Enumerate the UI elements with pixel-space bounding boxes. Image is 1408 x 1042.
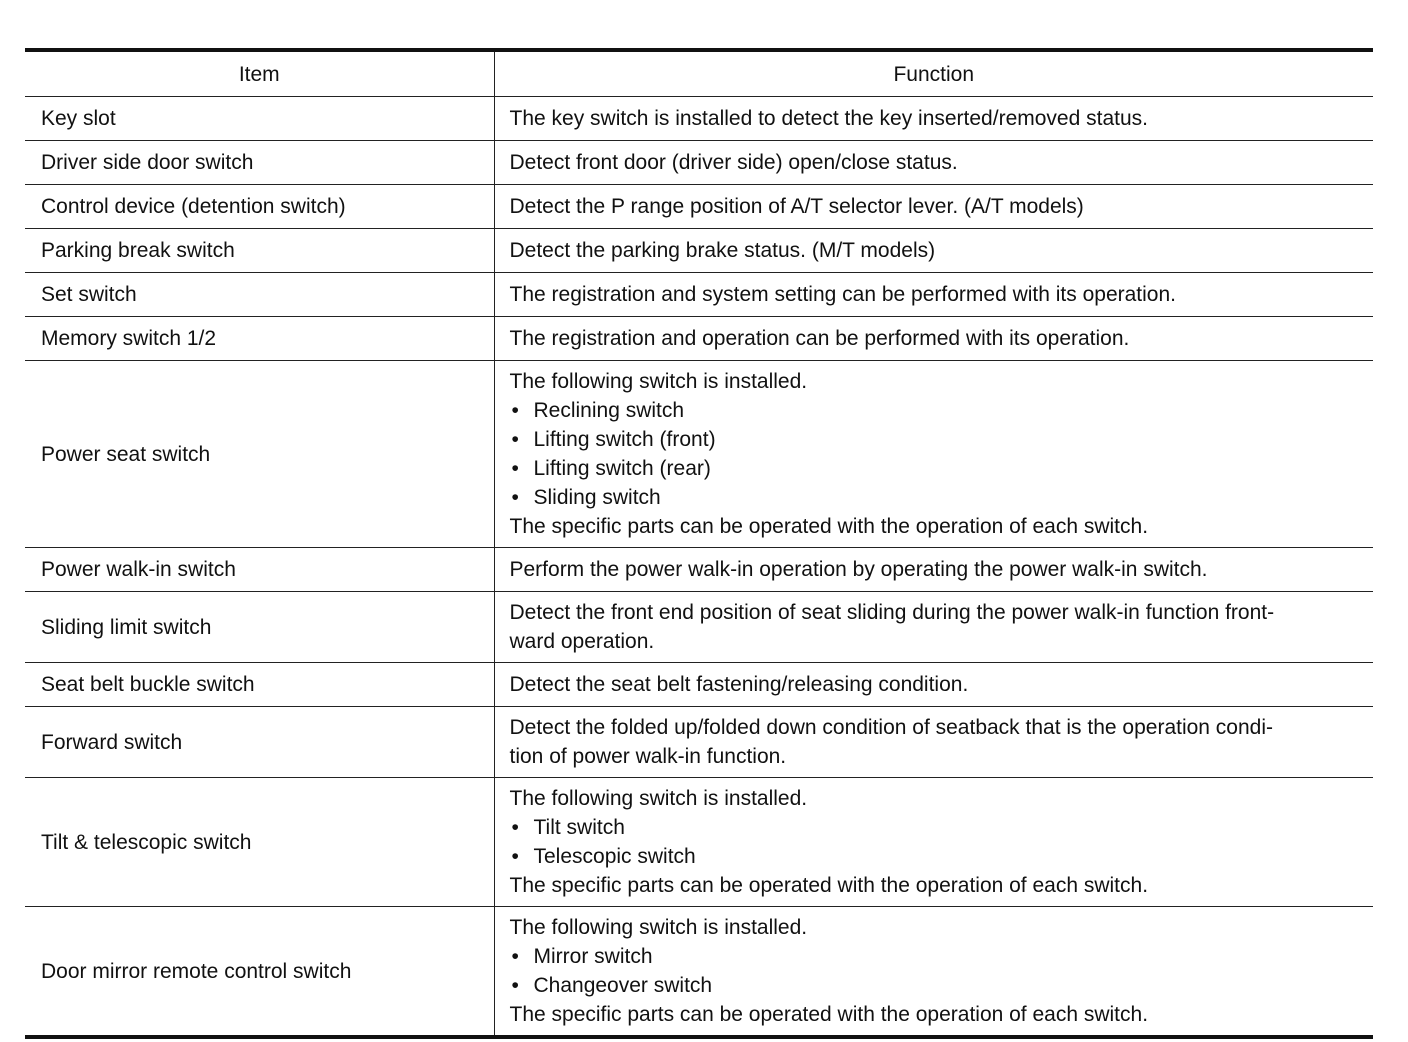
bullet-text: Tilt switch [533, 816, 625, 839]
bullet-icon: • [511, 974, 519, 997]
function-text-line: Detect the seat belt fastening/releasing condition. [509, 673, 969, 696]
bullet-item [510, 813, 1366, 842]
item-cell: Driver side door switch [25, 141, 494, 185]
function-text-line: Detect the front end position of seat sliding during the power walk-in function front- [509, 601, 1275, 624]
function-cell [494, 97, 1373, 141]
function-cell [494, 778, 1373, 907]
table-row [25, 141, 1373, 185]
bullet-text: Lifting switch (front) [533, 428, 716, 451]
function-text-line: The following switch is installed. [509, 787, 808, 810]
item-cell: Door mirror remote control switch [25, 907, 494, 1038]
bullet-icon: • [511, 428, 519, 451]
function-cell [494, 185, 1373, 229]
bullet-icon: • [511, 399, 519, 422]
table-body [25, 97, 1373, 1038]
bullet-text: Reclining switch [533, 399, 685, 422]
item-cell: Key slot [25, 97, 494, 141]
bullet-text: Lifting switch (rear) [533, 457, 711, 480]
function-text-line: Detect the folded up/folded down condition of seatback that is the operation condi- [509, 716, 1274, 739]
bullet-icon: • [511, 945, 519, 968]
table-row [25, 317, 1373, 361]
bullet-item [510, 483, 1366, 512]
function-text-line: ward operation. [509, 630, 655, 653]
function-cell [494, 663, 1373, 707]
item-cell: Tilt & telescopic switch [25, 778, 494, 907]
bullet-item [510, 425, 1366, 454]
function-text-line: Detect front door (driver side) open/close status. [509, 151, 958, 174]
table-row [25, 663, 1373, 707]
function-text-line: The specific parts can be operated with the operation of each switch. [509, 874, 1149, 897]
bullet-text: Changeover switch [533, 974, 713, 997]
function-cell [494, 548, 1373, 592]
table-row [25, 778, 1373, 907]
function-text-line: tion of power walk-in function. [509, 745, 787, 768]
item-cell: Seat belt buckle switch [25, 663, 494, 707]
function-cell [494, 907, 1373, 1038]
bullet-text: Sliding switch [533, 486, 661, 509]
column-header-item: Item [25, 50, 494, 97]
bullet-item [510, 971, 1366, 1000]
table-row [25, 229, 1373, 273]
bullet-icon: • [511, 845, 519, 868]
function-text-line: The specific parts can be operated with the operation of each switch. [509, 515, 1149, 538]
item-cell: Power seat switch [25, 361, 494, 548]
table-header-row [25, 50, 1373, 97]
table-row [25, 548, 1373, 592]
bullet-text: Mirror switch [533, 945, 653, 968]
item-cell: Sliding limit switch [25, 592, 494, 663]
item-cell: Parking break switch [25, 229, 494, 273]
bullet-icon: • [511, 816, 519, 839]
table-row [25, 592, 1373, 663]
table-row [25, 707, 1373, 778]
item-cell: Control device (detention switch) [25, 185, 494, 229]
bullet-icon: • [511, 486, 519, 509]
bullet-item [510, 942, 1366, 971]
bullet-item [510, 842, 1366, 871]
function-text-line: The following switch is installed. [509, 916, 808, 939]
table-row [25, 361, 1373, 548]
function-text-line: Detect the parking brake status. (M/T models) [509, 239, 936, 262]
function-cell [494, 141, 1373, 185]
function-text-line: Perform the power walk-in operation by operating the power walk-in switch. [509, 558, 1208, 581]
switch-function-table [25, 48, 1373, 1039]
item-cell: Memory switch 1/2 [25, 317, 494, 361]
function-cell [494, 592, 1373, 663]
bullet-item [510, 396, 1366, 425]
table-row [25, 97, 1373, 141]
function-cell [494, 707, 1373, 778]
function-text-line: Detect the P range position of A/T selector lever. (A/T models) [509, 195, 1084, 218]
item-cell: Power walk-in switch [25, 548, 494, 592]
function-cell [494, 361, 1373, 548]
table-row [25, 907, 1373, 1038]
table-row [25, 185, 1373, 229]
bullet-item [510, 454, 1366, 483]
function-text-line: The registration and operation can be performed with its operation. [509, 327, 1130, 350]
bullet-text: Telescopic switch [533, 845, 696, 868]
function-cell [494, 273, 1373, 317]
function-text-line: The following switch is installed. [509, 370, 808, 393]
item-cell: Forward switch [25, 707, 494, 778]
function-cell [494, 317, 1373, 361]
function-text-line: The specific parts can be operated with the operation of each switch. [509, 1003, 1149, 1026]
function-text-line: The registration and system setting can be performed with its operation. [509, 283, 1177, 306]
bullet-icon: • [511, 457, 519, 480]
column-header-function: Function [494, 50, 1373, 97]
function-text-line: The key switch is installed to detect the key inserted/removed status. [509, 107, 1148, 130]
item-cell: Set switch [25, 273, 494, 317]
function-cell [494, 229, 1373, 273]
table-row [25, 273, 1373, 317]
